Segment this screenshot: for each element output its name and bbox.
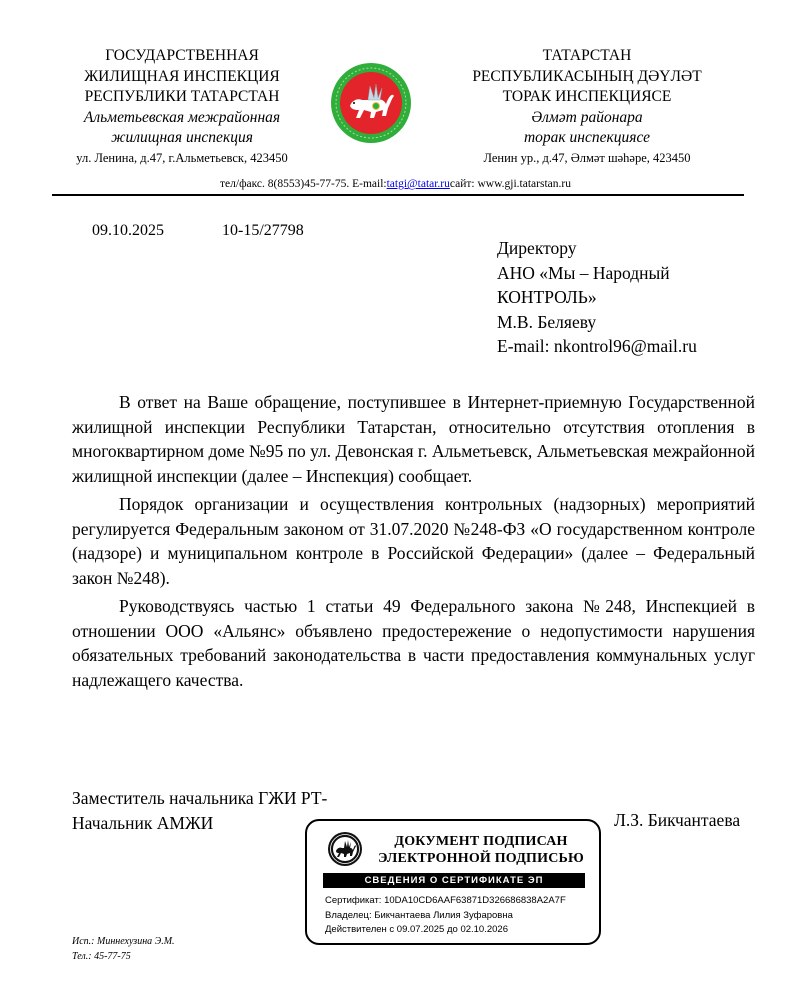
addressee-line: Директору [497, 238, 577, 258]
certificate-number: Сертификат: 10DA10CD6AAF63871D326686838A2A7F [325, 895, 566, 906]
signer-name: Л.З. Бикчантаева [614, 810, 741, 830]
body-paragraph: Руководствуясь частью 1 статьи 49 Федерального закона №248, Инспекцией в отношении ООО «Альянс» объявлено предостережение о недопустимости нарушения обязательных требований законодательства в части предоставления коммунальных услуг надлежащего качества. [72, 596, 755, 690]
addressee-line: КОНТРОЛЬ» [497, 287, 597, 307]
executor-info [72, 934, 175, 964]
org-name-line: ЖИЛИЩНАЯ ИНСПЕКЦИЯ [84, 67, 280, 85]
header-divider [52, 194, 744, 196]
body-paragraph: Порядок организации и осуществления контрольных (надзорных) мероприятий регулируется Федеральным законом от 31.07.2020 №248-ФЗ «О государственном контроле (надзоре) и муниципальном контроле в Российской Федерации» (далее – Федеральный закон №248). [72, 494, 755, 588]
org-address: ул. Ленина, д.47, г.Альметьевск, 423450 [76, 150, 288, 165]
stamp-title-line: ДОКУМЕНТ ПОДПИСАН [394, 834, 568, 849]
org-division-line: жилищная инспекция [111, 129, 253, 146]
header-right-org [462, 46, 712, 167]
org-address: Ленин ур., д.47, Әлмәт шәһәре, 423450 [483, 150, 691, 165]
executor-phone: Тел.: 45-77-75 [72, 951, 131, 962]
body-paragraph: В ответ на Ваше обращение, поступившее в Интернет-приемную Государственной жилищной инспекции Республики Татарстан, относительно отсутствия отопления в многоквартирном доме №95 по ул. Девонская г. Альметьевск, Альметьевская межрайонной жилищной инспекции (далее – Инспекция) сообщает. [72, 392, 756, 486]
certificate-validity: Действителен с 09.07.2025 до 02.10.2026 [325, 924, 508, 935]
certificate-owner: Владелец: Бикчантаева Лилия Зуфаровна [325, 909, 513, 921]
signer-position-line: Заместитель начальника ГЖИ РТ- [72, 788, 328, 808]
registration-number: 10-15/27798 [222, 222, 304, 239]
electronic-signature-stamp [305, 819, 601, 945]
contact-phone: тел/факс. 8(8553)45-77-75. E-mail: [220, 178, 387, 190]
org-name-line: ТОРАК ИНСПЕКЦИЯСЕ [502, 88, 672, 105]
org-name-line: ГОСУДАРСТВЕННАЯ [105, 47, 259, 64]
seal-icon [327, 831, 363, 867]
contact-line [0, 178, 791, 190]
registration-date: 09.10.2025 [92, 222, 164, 239]
addressee-block [497, 236, 697, 359]
contact-email-link[interactable]: tatgi@tatar.ru [386, 178, 450, 190]
stamp-title-line: ЭЛЕКТРОННОЙ ПОДПИСЬЮ [378, 851, 584, 866]
stamp-title [371, 833, 591, 867]
tatarstan-emblem-icon [330, 62, 412, 144]
certificate-details [325, 894, 566, 938]
org-division-line: Альметьевская межрайонная [83, 108, 281, 126]
executor-name: Исп.: Миннехузина Э.М. [72, 936, 175, 947]
org-division-line: Әлмәт районара [531, 108, 643, 126]
org-division-line: торак инспекциясе [523, 129, 651, 146]
contact-site: сайт: www.gji.tatarstan.ru [449, 178, 571, 190]
signer-position [72, 786, 327, 836]
addressee-email: E-mail: nkontrol96@mail.ru [497, 336, 697, 356]
addressee-line: АНО «Мы – Народный [497, 262, 670, 283]
header-left-org [62, 46, 302, 167]
addressee-line: М.В. Беляеву [497, 311, 597, 332]
org-name-line: РЕСПУБЛИКАСЫНЫҢ ДӘҮЛӘТ [472, 67, 702, 85]
certificate-info-bar: СВЕДЕНИЯ О СЕРТИФИКАТЕ ЭП [323, 873, 585, 888]
org-name-line: ТАТАРСТАН [542, 47, 632, 64]
signer-position-line: Начальник АМЖИ [72, 813, 214, 833]
org-name-line: РЕСПУБЛИКИ ТАТАРСТАН [84, 88, 280, 105]
letter-body [72, 390, 755, 696]
